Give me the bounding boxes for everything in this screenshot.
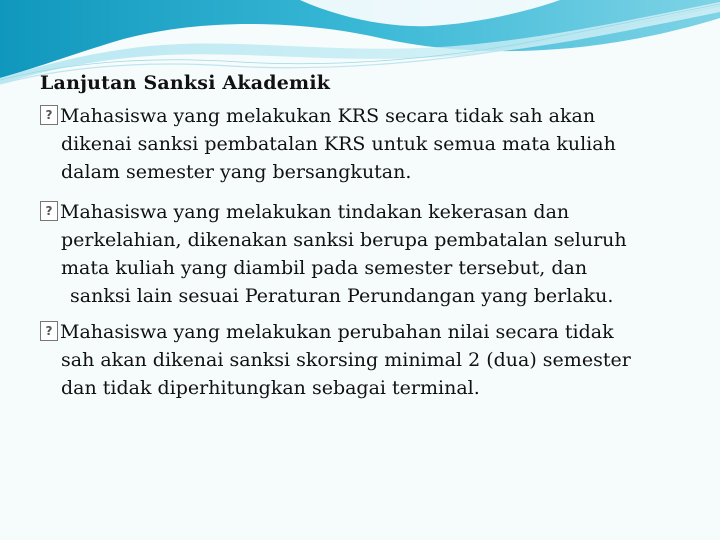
missing-glyph-box-icon [40, 321, 58, 341]
bullet-line: sanksi lain sesuai Peraturan Perundangan yang berlaku. [70, 285, 614, 307]
bullet-item [40, 102, 616, 186]
bullet-text: Mahasiswa yang melakukan tindakan kekerasan dan [60, 201, 570, 223]
bullet-line [40, 318, 631, 346]
bullet-text: Mahasiswa yang melakukan KRS secara tidak sah akan [60, 105, 596, 127]
bullet-item [40, 318, 631, 402]
bullet-line: sah akan dikenai sanksi skorsing minimal 2 (dua) semester [61, 349, 631, 371]
bullet-text: Mahasiswa yang melakukan perubahan nilai secara tidak [60, 321, 614, 343]
bullet-line: dan tidak diperhitungkan sebagai terminal. [61, 377, 480, 399]
bullet-line: mata kuliah yang diambil pada semester tersebut, dan [61, 257, 588, 279]
bullet-line: perkelahian, dikenakan sanksi berupa pembatalan seluruh [61, 229, 627, 251]
bullet-line: dikenai sanksi pembatalan KRS untuk semua mata kuliah [61, 133, 616, 155]
bullet-line [40, 102, 616, 130]
bullet-line: dalam semester yang bersangkutan. [61, 161, 412, 183]
bullet-item [40, 198, 627, 310]
missing-glyph-box-icon [40, 105, 58, 125]
slide-title: Lanjutan Sanksi Akademik [40, 72, 331, 94]
bullet-line [40, 198, 627, 226]
missing-glyph-box-icon [40, 201, 58, 221]
